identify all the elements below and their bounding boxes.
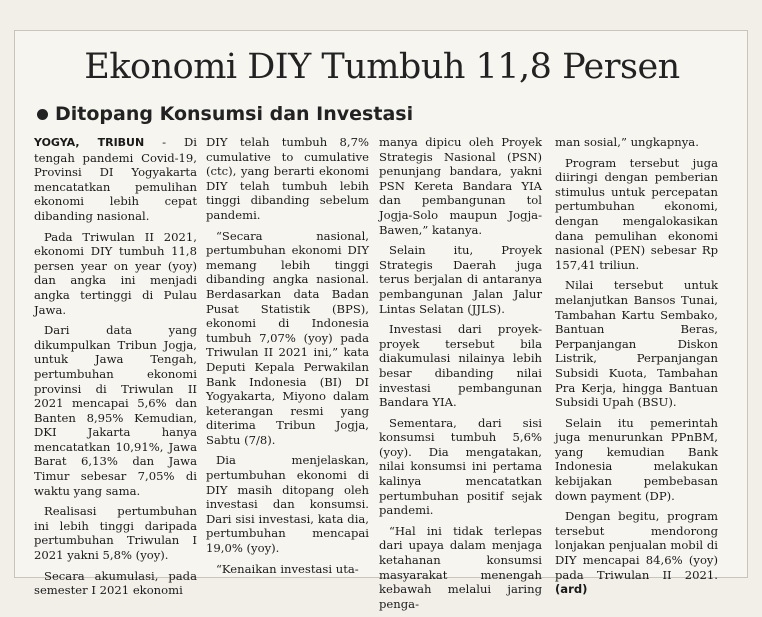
subheadline-text: Ditopang Konsumsi dan Investasi	[55, 103, 414, 125]
paragraph: Selain itu, Proyek Strategis Daerah juga terus berjalan di antaranya pembangunan Jalan Jalur Lintas Selatan (JJLS).	[379, 243, 542, 316]
paragraph-text: - Di tengah pandemi Covid-19, Provinsi DI Yogyakarta mencatatkan pemulihan ekonomi lebih cepat dibanding nasional.	[34, 135, 197, 223]
paragraph: Secara akumulasi, pada semester I 2021 ekonomi	[34, 568, 197, 598]
column-1	[34, 135, 197, 604]
dateline: YOGYA, TRIBUN	[34, 136, 145, 149]
bullet-icon	[37, 109, 48, 120]
paragraph: “Kenaikan investasi uta-	[216, 561, 359, 576]
paragraph: manya dipicu oleh Proyek Strategis Nasional (PSN) penunjang bandara, yakni PSN Kereta Bandara YIA dan pembangunan tol Jogja-Solo maupun Jogja-Bawen,” katanya.	[379, 135, 542, 237]
column-4	[555, 135, 718, 603]
paragraph: DIY telah tumbuh 8,7% cumulative to cumulative (ctc), yang berarti ekonomi DIY telah tumbuh lebih tinggi dibanding sebelum pandemi.	[206, 135, 369, 222]
paragraph: Realisasi pertumbuhan ini lebih tinggi daripada pertumbuhan Triwulan I 2021 yakni 5,8% (yoy).	[34, 504, 197, 563]
subheadline	[37, 103, 413, 125]
paragraph: Nilai tersebut untuk melanjutkan Bansos Tunai, Tambahan Kartu Sembako, Bantuan Beras, Perpanjangan Diskon Listrik, Perpanjangan Subsidi Kuota, Tambahan Pra Kerja, hingga Bantuan Subsidi Upah (BSU).	[555, 278, 718, 410]
author-signature: (ard)	[555, 582, 588, 597]
column-3	[379, 135, 542, 617]
headline: Ekonomi DIY Tumbuh 11,8 Persen	[84, 47, 680, 87]
paragraph: Selain itu pemerintah juga menurunkan PPnBM, yang kemudian Bank Indonesia melakukan kebijakan pembebasan down payment (DP).	[555, 415, 718, 503]
paragraph: Investasi dari proyek-proyek tersebut bila diakumulasi nilainya lebih besar dibanding nilai investasi pembangunan Bandara YIA.	[379, 322, 542, 410]
paragraph: Dari data yang dikumpulkan Tribun Jogja, untuk Jawa Tengah, pertumbuhan ekonomi provinsi di Triwulan II 2021 mencapai 5,6% dan Banten 8,95% Kemudian, DKI Jakarta hanya mencatatkan 10,91%, Jawa Barat 6,13% dan Jawa Timur sebesar 7,05% di waktu yang sama.	[34, 323, 197, 498]
paragraph: Sementara, dari sisi konsumsi tumbuh 5,6% (yoy). Dia mengatakan, nilai konsumsi ini pertama kalinya mencatatkan pertumbuhan positif sejak pandemi.	[379, 415, 542, 518]
paragraph	[34, 135, 197, 224]
paragraph	[555, 509, 718, 597]
column-2	[206, 135, 369, 582]
paragraph: Program tersebut juga diiringi dengan pemberian stimulus untuk percepatan pertumbuhan ekonomi, dengan mengalokasikan dana pemulihan ekonomi nasional (PEN) sebesar Rp 157,41 triliun.	[555, 155, 718, 272]
paragraph: Pada Triwulan II 2021, ekonomi DIY tumbuh 11,8 persen year on year (yoy) dan angka ini menjadi angka tertinggi di Pulau Jawa.	[34, 229, 197, 317]
paragraph-text: Dengan begitu, program tersebut mendorong lonjakan penjualan mobil di DIY mencapai 84,6% (yoy) pada Triwulan II 2021.	[555, 509, 718, 582]
newspaper-clipping	[14, 30, 748, 611]
paragraph: man sosial,” ungkapnya.	[555, 135, 699, 149]
paragraph: “Secara nasional, pertumbuhan ekonomi DIY memang lebih tinggi dibanding angka nasional. Berdasarkan data Badan Pusat Statistik (BPS), ekonomi di Indonesia tumbuh 7,07% (yoy) pada Triwulan II 2021 ini,” kata Deputi Kepala Perwakilan Bank Indonesia (BI) DI Yogyakarta, Miyono dalam keterangan resmi yang diterima Tribun Jogja, Sabtu (7/8).	[206, 228, 369, 447]
paragraph: Dia menjelaskan, pertumbuhan ekonomi di DIY masih ditopang oleh investasi dan konsumsi. Dari sisi investasi, kata dia, pertumbuhan mencapai 19,0% (yoy).	[206, 453, 369, 556]
paragraph: “Hal ini tidak terlepas dari upaya dalam menjaga ketahanan konsumsi masyarakat menengah kebawah melalui jaring penga-	[379, 523, 542, 611]
